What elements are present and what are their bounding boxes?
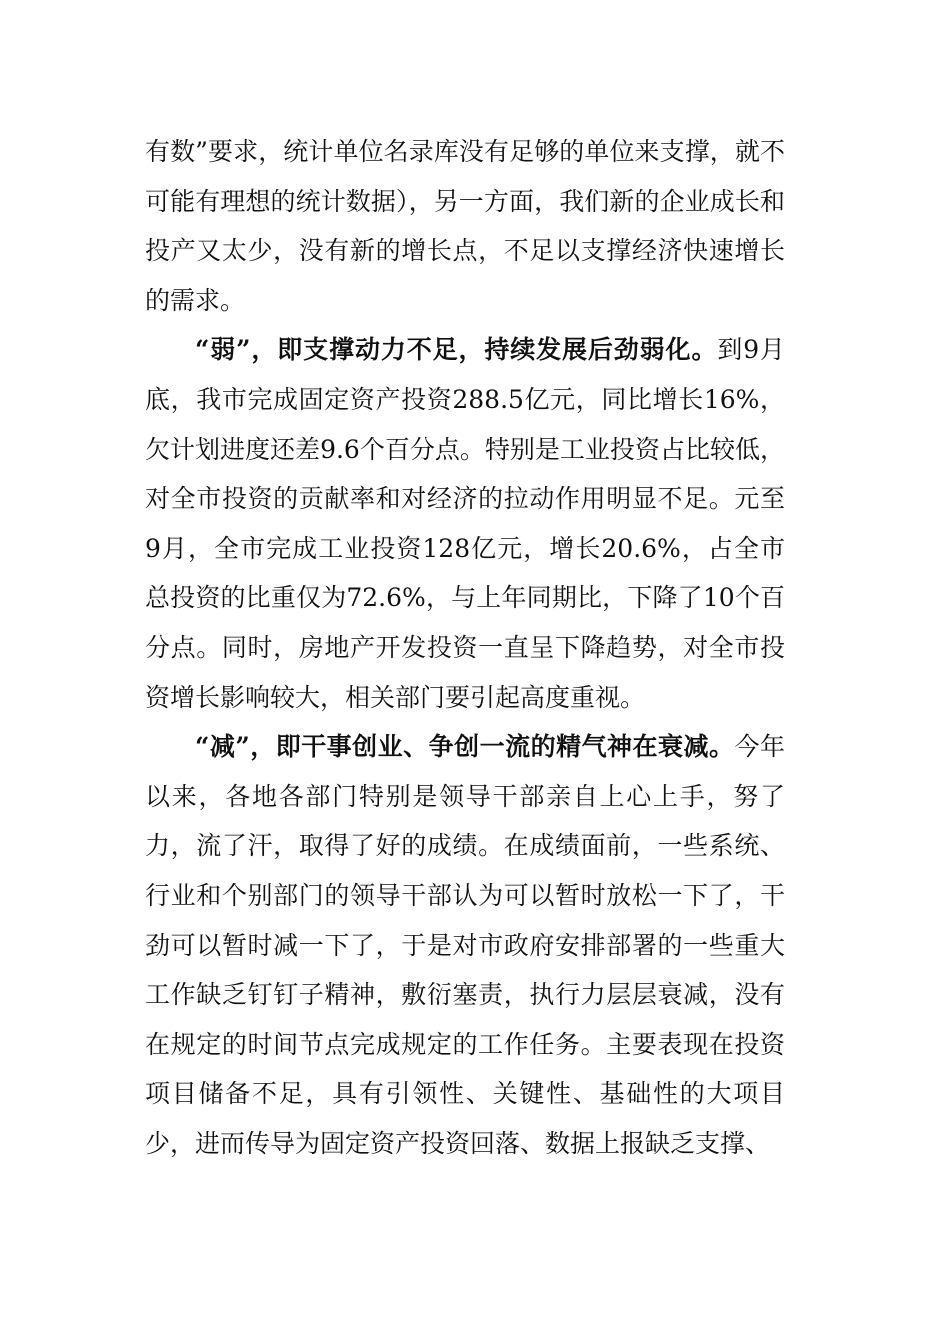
paragraph-2 <box>145 325 785 722</box>
paragraph-2-text: 到9月底，我市完成固定资产投资288.5亿元，同比增长16%，欠计划进度还差9.6个百分点。特别是工业投资占比较低，对全市投资的贡献率和对经济的拉动作用明显不足。元至9月，全市完成工业投资128亿元，增长20.6%，占全市总投资的比重仅为72.6%，与上年同期比，下降了10个百分点。同时，房地产开发投资一直呈下降趋势，对全市投资增长影响较大，相关部门要引起高度重视。 <box>145 335 786 712</box>
paragraph-1 <box>145 127 785 325</box>
paragraph-3-lead: “减”，即干事创业、争创一流的精气神在衰减。 <box>195 732 735 762</box>
paragraph-3 <box>145 722 785 1168</box>
paragraph-3-text: 今年以来，各地各部门特别是领导干部亲自上心上手，努了力，流了汗，取得了好的成绩。在成绩面前，一些系统、行业和个别部门的领导干部认为可以暂时放松一下了，干劲可以暂时减一下了，于是对市政府安排部署的一些重大工作缺乏钉钉子精神，敷衍塞责，执行力层层衰减，没有在规定的时间节点完成规定的工作任务。主要表现在投资项目储备不足，具有引领性、关键性、基础性的大项目少，进而传导为固定资产投资回落、数据上报缺乏支撑、 <box>145 732 785 1158</box>
paragraph-1-text: 有数”要求，统计单位名录库没有足够的单位来支撑，就不可能有理想的统计数据），另一方面，我们新的企业成长和投产又太少，没有新的增长点，不足以支撑经济快速增长的需求。 <box>145 137 785 315</box>
body-text <box>145 127 785 1168</box>
paragraph-2-lead: “弱”，即支撑动力不足，持续发展后劲弱化。 <box>195 335 718 365</box>
